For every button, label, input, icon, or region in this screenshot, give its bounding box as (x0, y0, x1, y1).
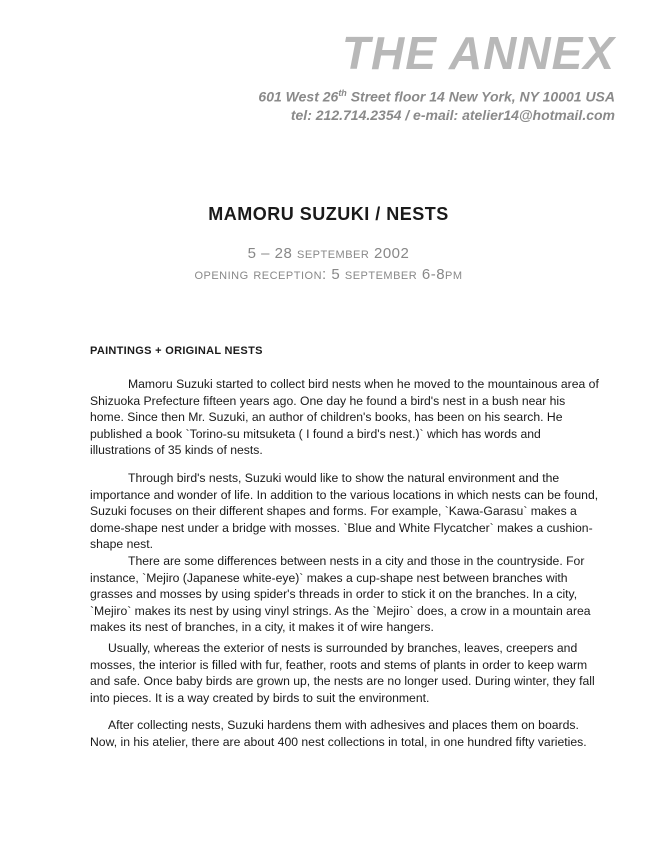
address-suffix: th (338, 88, 347, 98)
section-heading: PAINTINGS + ORIGINAL NESTS (90, 345, 263, 357)
opening-reception: opening reception: 5 september 6-8pm (194, 266, 463, 283)
gallery-contact: tel: 212.714.2354 / e-mail: atelier14@hotmail.com (290, 107, 615, 123)
gallery-logo: THE ANNEX (341, 27, 615, 79)
address-street: 601 West 26 (258, 88, 339, 105)
body-paragraph-2: Through bird's nests, Suzuki would like to show the natural environment and the importance and wonder of life. In addition to the various locations in which nests can be found, Suzuki focuses on their different shapes and forms. For example, `Kawa-Garasu` makes a dome-shape nest under a bridge with mosses. `Blue and White Flycatcher` makes a cushion-shape nest. (90, 471, 599, 552)
body-paragraph-3: There are some differences between nests in a city and those in the countryside. For instance, `Mejiro (Japanese white-eye)` makes a cup-shape nest between branches with grasses and mosses by using spider's threads in order to stick it on the branches. In a city, `Mejiro` makes its nest by using vinyl strings. As the `Mejiro` does, a crow in a mountain area makes its nest of branches, in a city, it makes it of wire hangers. (90, 553, 591, 635)
body-paragraph-4-block (90, 640, 600, 706)
body-paragraph-1: Mamoru Suzuki started to collect bird nests when he moved to the mountainous area of Shizuoka Prefecture fifteen years ago. One day he found a bird's nest in a bush near his home. Since then Mr. Suzuki, an author of children's books, has been on his search. He published a book `Torino-su mitsuketa ( I found a bird's nest.)` which has words and illustrations of 35 kinds of nests. (90, 377, 599, 458)
body-paragraph-1-block (90, 376, 600, 459)
body-paragraph-5-block (90, 717, 600, 750)
gallery-address (258, 88, 615, 105)
exhibition-title: MAMORU SUZUKI / NESTS (208, 204, 449, 224)
address-rest: Street floor 14 New York, NY 10001 USA (346, 88, 615, 105)
exhibition-dates: 5 – 28 september 2002 (247, 245, 410, 262)
body-paragraph-5: After collecting nests, Suzuki hardens them with adhesives and places them on boards. Now, in his atelier, there are about 400 nest collections in total, in one hundred fifty varieties. (90, 718, 587, 749)
body-paragraph-4: Usually, whereas the exterior of nests is surrounded by branches, leaves, creepers and mosses, the interior is filled with fur, feather, roots and stems of plants in order to keep warm and safe. Once baby birds are grown up, the nests are no longer used. During winter, they fall into pieces. It is a way created by birds to suit the environment. (90, 641, 595, 705)
body-paragraph-2-block (90, 470, 600, 636)
